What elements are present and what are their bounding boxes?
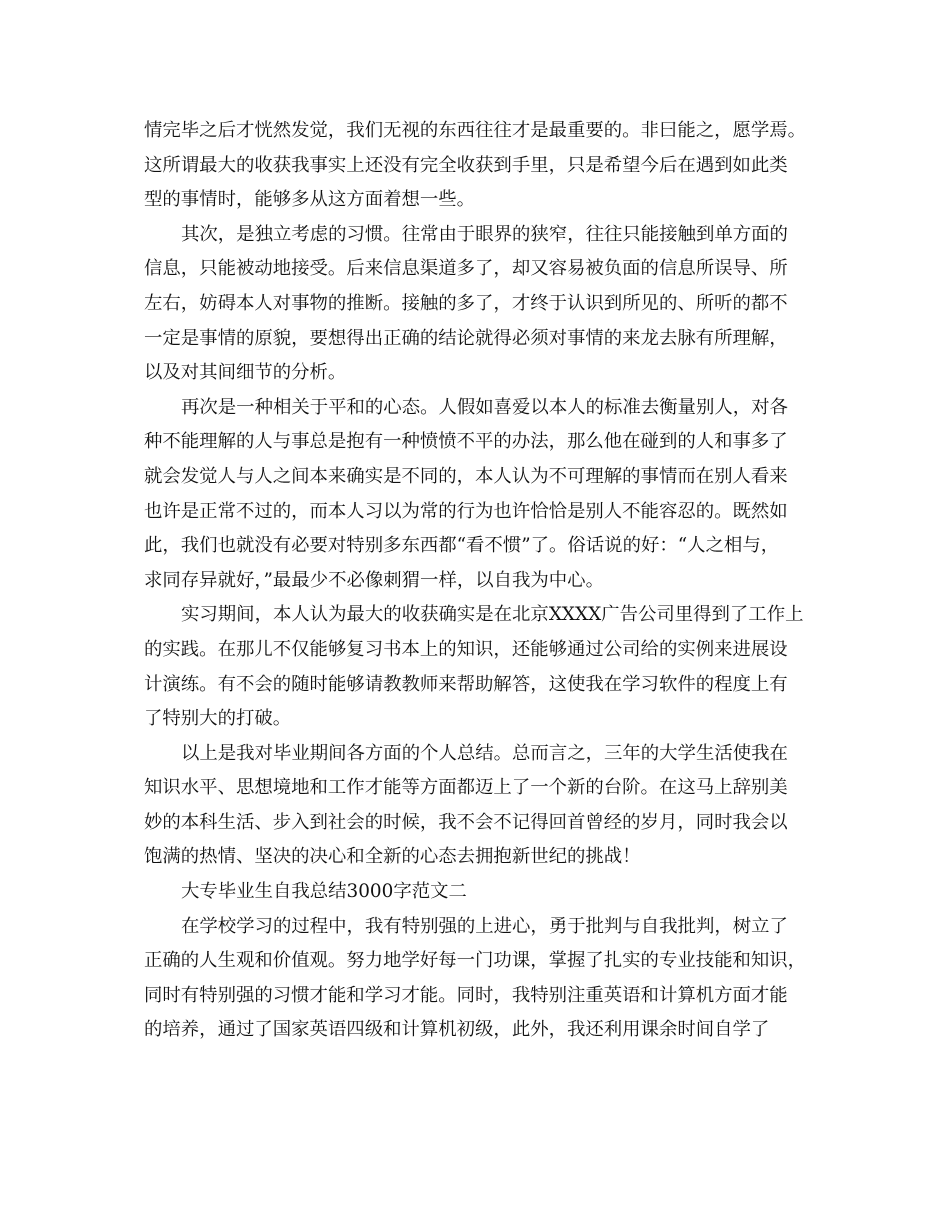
document-body — [144, 114, 824, 1048]
text-line: 求同存异就好，”最最少不必像刺猬一样，以自我为中心。 — [144, 569, 604, 591]
text-line: 了特别大的打破。 — [144, 708, 292, 730]
text-line: 知识水平、思想境地和工作才能等方面都迈上了一个新的台阶。在这马上辞别美 — [144, 777, 788, 799]
text-line: 计演练。有不会的随时能够请教教师来帮助解答，这使我在学习软件的程度上有 — [144, 673, 788, 695]
paragraph-start-line: 以上是我对毕业期间各方面的个人总结。总而言之，三年的大学生活使我在 — [181, 742, 788, 764]
text-line: 也许是正常不过的，而本人习以为常的行为也许恰恰是别人不能容忍的。既然如 — [144, 500, 788, 522]
text-line: 同时有特别强的习惯才能和学习才能。同时，我特别注重英语和计算机方面才能 — [144, 984, 788, 1006]
text-line: 左右，妨碍本人对事物的推断。接触的多了，才终于认识到所见的、所听的都不 — [144, 292, 788, 314]
section-heading: 大专毕业生自我总结3000字范文二 — [181, 881, 467, 903]
paragraph-start-line: 在学校学习的过程中，我有特别强的上进心，勇于批判与自我批判，树立了 — [181, 915, 788, 937]
text-line: 种不能理解的人与事总是抱有一种愤愤不平的办法，那么他在碰到的人和事多了 — [144, 431, 788, 453]
text-line: 一定是事情的原貌，要想得出正确的结论就得必须对事情的来龙去脉有所理解， — [144, 327, 788, 349]
text-line: 信息，只能被动地接受。后来信息渠道多了，却又容易被负面的信息所误导、所 — [144, 258, 788, 280]
text-line: 妙的本科生活、步入到社会的时候，我不会不记得回首曾经的岁月，同时我会以 — [144, 811, 788, 833]
text-line: 此，我们也就没有必要对特别多东西都“看不惯”了。俗话说的好：“人之相与， — [144, 535, 780, 557]
paragraph-start-line: 其次，是独立考虑的习惯。往常由于眼界的狭窄，往往只能接触到单方面的 — [181, 223, 788, 245]
text-line: 型的事情时，能够多从这方面着想一些。 — [144, 189, 476, 211]
text-line: 的培养，通过了国家英语四级和计算机初级，此外，我还利用课余时间自学了 — [144, 1019, 770, 1041]
text-line: 正确的人生观和价值观。努力地学好每一门功课，掌握了扎实的专业技能和知识， — [144, 950, 807, 972]
text-line: 以及对其间细节的分析。 — [144, 362, 347, 384]
paragraph-start-line: 再次是一种相关于平和的心态。人假如喜爱以本人的标准去衡量别人，对各 — [181, 396, 788, 418]
text-line: 就会发觉人与人之间本来确实是不同的，本人认为不可理解的事情而在别人看来 — [144, 465, 788, 487]
text-line: 饱满的热情、坚决的决心和全新的心态去拥抱新世纪的挑战！ — [144, 846, 641, 868]
paragraph-start-line: 实习期间，本人认为最大的收获确实是在北京XXXX广告公司里得到了工作上 — [181, 604, 804, 626]
text-line: 这所谓最大的收获我事实上还没有完全收获到手里，只是希望今后在遇到如此类 — [144, 154, 788, 176]
text-line: 情完毕之后才恍然发觉，我们无视的东西往往才是最重要的。非曰能之，愿学焉。 — [144, 120, 807, 141]
text-line: 的实践。在那儿不仅能够复习书本上的知识，还能够通过公司给的实例来进展设 — [144, 638, 788, 660]
